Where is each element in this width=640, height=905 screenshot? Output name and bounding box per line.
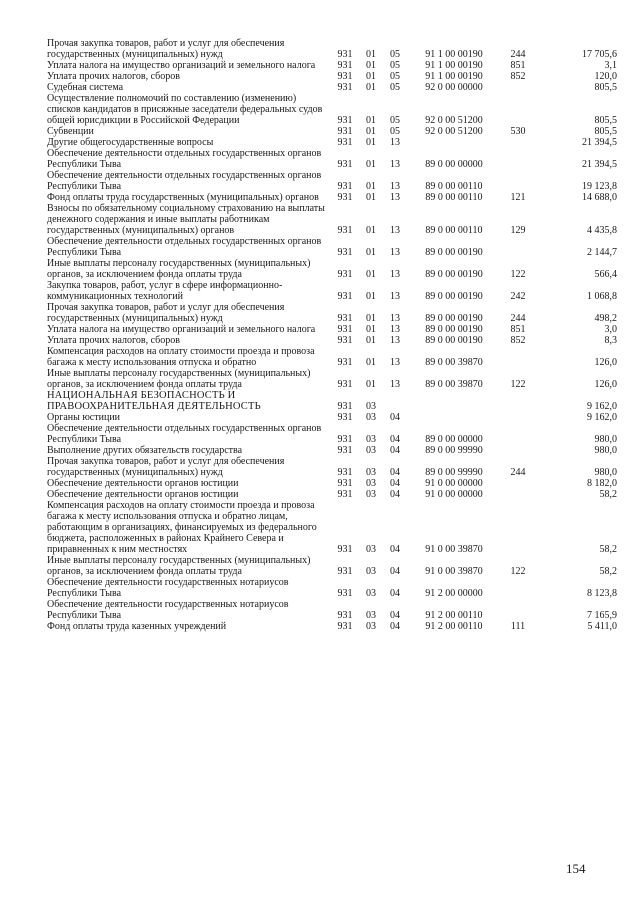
row-amount: 19 123,8 [582,181,617,192]
row-amount: 980,0 [594,434,617,445]
row-expense-type-code [500,489,536,500]
row-section-code: 01 [366,357,376,368]
row-amount: 21 394,5 [582,159,617,170]
row-expense-type-code [500,412,536,423]
row-name: Прочая закупка товаров, работ и услуг для обеспечения государственных (муниципальных) нужд [47,456,285,478]
row-grbs-code: 931 [337,544,353,555]
row-name: Обеспечение деятельности органов юстиции [47,478,239,489]
row-subsection-code [382,390,408,412]
table-row [47,500,617,555]
row-expense-type-code: 244 [510,467,526,478]
row-name: Уплата налога на имущество организаций и земельного налога [47,60,316,71]
row-name: Обеспечение деятельности отдельных государственных органов Республики Тыва [47,236,322,258]
row-name: Уплата прочих налогов, сборов [47,335,180,346]
row-subsection-code: 13 [390,335,400,346]
row-target-article-code: 89 0 00 00190 [425,313,483,324]
row-amount: 1 068,8 [587,291,617,302]
row-subsection-code: 05 [390,71,400,82]
row-grbs-code: 931 [337,71,353,82]
row-target-article-code: 92 0 00 51200 [425,115,483,126]
row-subsection-code: 04 [390,566,400,577]
table-row [47,258,617,280]
row-subsection-code: 04 [390,478,400,489]
row-target-article-code: 89 0 00 00000 [425,159,483,170]
table-row [47,60,617,71]
row-name: Иные выплаты персоналу государственных (муниципальных) органов, за исключением фонда оплаты труда [47,368,311,390]
row-section-code: 01 [366,115,376,126]
row-expense-type-code: 244 [510,313,526,324]
row-section-code: 03 [366,467,376,478]
row-name: Судебная система [47,82,124,93]
row-subsection-code: 13 [390,324,400,335]
row-expense-type-code [500,599,536,621]
row-subsection-code: 05 [390,126,400,137]
row-expense-type-code: 852 [510,71,526,82]
row-name: Прочая закупка товаров, работ и услуг для обеспечения государственных (муниципальных) нужд [47,302,285,324]
table-row [47,445,617,456]
row-expense-type-code: 122 [510,269,526,280]
row-expense-type-code [500,82,536,93]
row-grbs-code: 931 [337,291,353,302]
row-name: Обеспечение деятельности государственных нотариусов Республики Тыва [47,577,289,599]
row-section-code: 01 [366,192,376,203]
table-row [47,423,617,445]
row-grbs-code: 931 [337,126,353,137]
row-amount: 58,2 [599,566,617,577]
row-section-code: 01 [366,181,376,192]
row-target-article-code: 92 0 00 51200 [425,126,483,137]
row-amount: 8 123,8 [587,588,617,599]
row-subsection-code: 04 [390,544,400,555]
row-expense-type-code: 530 [510,126,526,137]
row-section-code: 03 [366,621,376,632]
row-expense-type-code [500,170,536,192]
row-amount: 3,1 [604,60,617,71]
row-expense-type-code: 852 [510,335,526,346]
table-row [47,346,617,368]
table-row [47,126,617,137]
row-target-article-code: 91 0 00 39870 [425,566,483,577]
row-subsection-code: 04 [390,610,400,621]
row-grbs-code: 931 [337,412,353,423]
row-target-article-code: 89 0 00 00190 [425,291,483,302]
row-grbs-code: 931 [337,159,353,170]
row-grbs-code: 931 [337,357,353,368]
row-expense-type-code [500,148,536,170]
row-amount: 17 705,6 [582,49,617,60]
table-row [47,489,617,500]
table-row [47,478,617,489]
row-subsection-code: 05 [390,60,400,71]
row-subsection-code: 13 [390,137,400,148]
row-section-code: 01 [366,82,376,93]
row-grbs-code: 931 [337,313,353,324]
row-name: Обеспечение деятельности отдельных государственных органов Республики Тыва [47,148,322,170]
row-amount: 980,0 [594,445,617,456]
table-row [47,71,617,82]
row-subsection-code: 13 [390,379,400,390]
row-expense-type-code: 122 [510,379,526,390]
row-subsection-code: 13 [390,357,400,368]
row-expense-type-code [500,445,536,456]
row-section-code: 01 [366,225,376,236]
row-section-code: 03 [366,445,376,456]
row-name: Другие общегосударственные вопросы [47,137,214,148]
row-section-code: 03 [366,401,376,412]
row-target-article-code: 91 2 00 00110 [425,621,483,632]
row-expense-type-code [500,93,536,126]
row-grbs-code: 931 [337,489,353,500]
row-target-article-code: 89 0 00 00110 [425,192,483,203]
table-row [47,192,617,203]
row-subsection-code: 13 [390,269,400,280]
table-row [47,203,617,236]
row-name: Обеспечение деятельности органов юстиции [47,489,239,500]
row-amount: 126,0 [594,379,617,390]
row-expense-type-code: 851 [510,60,526,71]
row-target-article-code: 89 0 00 00190 [425,247,483,258]
row-section-code: 01 [366,247,376,258]
row-name: Органы юстиции [47,412,121,423]
row-target-article-code: 91 1 00 00190 [425,49,483,60]
table-row [47,390,617,412]
row-name: Обеспечение деятельности отдельных государственных органов Республики Тыва [47,170,322,192]
row-target-article-code: 91 2 00 00000 [425,588,483,599]
row-target-article-code: 89 0 00 00110 [425,181,483,192]
row-expense-type-code [500,390,536,412]
row-subsection-code: 04 [390,588,400,599]
row-amount: 21 394,5 [582,137,617,148]
row-subsection-code: 04 [390,467,400,478]
row-target-article-code: 92 0 00 00000 [425,82,483,93]
row-name: Прочая закупка товаров, работ и услуг для обеспечения государственных (муниципальных) нужд [47,38,285,60]
row-target-article-code: 91 1 00 00190 [425,71,483,82]
row-target-article-code: 89 0 00 99990 [425,467,483,478]
table-row [47,236,617,258]
row-section-code: 01 [366,335,376,346]
row-section-code: 01 [366,291,376,302]
table-row [47,621,617,632]
row-target-article-code: 89 0 00 00190 [425,335,483,346]
row-target-article-code: 89 0 00 00190 [425,269,483,280]
row-subsection-code: 13 [390,192,400,203]
row-section-code: 03 [366,478,376,489]
row-target-article-code: 91 2 00 00110 [425,610,483,621]
row-expense-type-code [500,478,536,489]
table-row [47,302,617,324]
row-section-code: 01 [366,60,376,71]
row-amount: 58,2 [599,544,617,555]
row-grbs-code: 931 [337,247,353,258]
row-amount: 126,0 [594,357,617,368]
row-target-article-code: 89 0 00 00110 [425,225,483,236]
row-subsection-code: 13 [390,225,400,236]
row-grbs-code: 931 [337,401,353,412]
row-target-article-code: 91 0 00 39870 [425,544,483,555]
row-subsection-code: 05 [390,49,400,60]
row-expense-type-code [500,500,536,555]
row-target-article-code: 91 0 00 00000 [425,489,483,500]
row-grbs-code: 931 [337,445,353,456]
row-amount: 566,4 [594,269,617,280]
row-grbs-code: 931 [337,610,353,621]
row-name: Обеспечение деятельности отдельных государственных органов Республики Тыва [47,423,322,445]
table-row [47,368,617,390]
row-section-code: 01 [366,313,376,324]
row-amount: 805,5 [594,126,617,137]
row-section-code: 01 [366,137,376,148]
row-section-code: 03 [366,544,376,555]
table-row [47,38,617,60]
row-target-article-code: 89 0 00 99990 [425,445,483,456]
row-section-code: 01 [366,71,376,82]
row-name: Субвенции [47,126,94,137]
row-section-code: 01 [366,49,376,60]
row-grbs-code: 931 [337,192,353,203]
row-amount: 4 435,8 [587,225,617,236]
table-row [47,577,617,599]
row-name: Осуществление полномочий по составлению (изменению) списков кандидатов в присяжные заседатели федеральных судов общей юрисдикции в Российской Федерации [47,93,323,126]
row-name: Иные выплаты персоналу государственных (муниципальных) органов, за исключением фонда оплаты труда [47,258,311,280]
table-row [47,324,617,335]
row-grbs-code: 931 [337,137,353,148]
row-grbs-code: 931 [337,379,353,390]
table-row [47,335,617,346]
row-subsection-code: 13 [390,291,400,302]
row-section-code: 03 [366,566,376,577]
table-row [47,456,617,478]
row-target-article-code: 89 0 00 39870 [425,379,483,390]
row-grbs-code: 931 [337,181,353,192]
table-row [47,93,617,126]
row-name: Выполнение других обязательств государства [47,445,243,456]
row-amount: 498,2 [594,313,617,324]
row-target-article-code [408,137,500,148]
row-section-code: 01 [366,269,376,280]
row-target-article-code: 91 1 00 00190 [425,60,483,71]
row-expense-type-code [500,577,536,599]
row-section-code: 03 [366,412,376,423]
row-amount: 2 144,7 [587,247,617,258]
row-target-article-code [408,412,500,423]
table-row [47,82,617,93]
row-grbs-code: 931 [337,434,353,445]
row-grbs-code: 931 [337,335,353,346]
row-grbs-code: 931 [337,115,353,126]
row-grbs-code: 931 [337,588,353,599]
row-name: Фонд оплаты труда государственных (муниципальных) органов [47,192,319,203]
row-amount: 805,5 [594,82,617,93]
row-subsection-code: 04 [390,412,400,423]
row-subsection-code: 04 [390,489,400,500]
row-subsection-code: 13 [390,181,400,192]
row-grbs-code: 931 [337,324,353,335]
row-expense-type-code: 851 [510,324,526,335]
row-section-code: 03 [366,588,376,599]
row-target-article-code: 89 0 00 00190 [425,324,483,335]
table-row [47,412,617,423]
row-grbs-code: 931 [337,566,353,577]
row-expense-type-code: 111 [510,621,526,632]
row-subsection-code: 05 [390,115,400,126]
row-name: Взносы по обязательному социальному страхованию на выплаты денежного содержания и иные выплаты работникам государственных (муниципальных) органов [47,203,325,236]
row-amount: 9 162,0 [587,412,617,423]
row-grbs-code: 931 [337,60,353,71]
row-section-code: 01 [366,159,376,170]
row-expense-type-code: 129 [510,225,526,236]
row-target-article-code: 91 0 00 00000 [425,478,483,489]
budget-table-body [47,38,617,632]
table-row [47,555,617,577]
row-subsection-code: 04 [390,434,400,445]
row-grbs-code: 931 [337,49,353,60]
row-name: Компенсация расходов на оплату стоимости проезда и провоза багажа к месту использования отпуска и обратно [47,346,315,368]
row-grbs-code: 931 [337,82,353,93]
row-name: Уплата прочих налогов, сборов [47,71,180,82]
row-expense-type-code: 121 [510,192,526,203]
row-expense-type-code [500,137,536,148]
row-target-article-code: 89 0 00 39870 [425,357,483,368]
row-target-article-code: 89 0 00 00000 [425,434,483,445]
row-name: Компенсация расходов на оплату стоимости проезда и провоза багажа к месту использования отпуска и обратно лицам, работающим в организациях, финансируемых из федерального бюджета, расположенных в районах Крайнего Севера и приравненных к ним местностях [47,500,317,555]
row-name: Иные выплаты персоналу государственных (муниципальных) органов, за исключением фонда оплаты труда [47,555,311,577]
row-section-code: 01 [366,379,376,390]
row-name: НАЦИОНАЛЬНАЯ БЕЗОПАСНОСТЬ И ПРАВООХРАНИТЕЛЬНАЯ ДЕЯТЕЛЬНОСТЬ [47,390,261,412]
table-row [47,137,617,148]
row-subsection-code: 13 [390,247,400,258]
row-subsection-code: 13 [390,159,400,170]
row-amount: 8,3 [604,335,617,346]
row-amount: 120,0 [594,71,617,82]
page-number: 154 [566,861,586,876]
row-section-code: 01 [366,324,376,335]
row-grbs-code: 931 [337,269,353,280]
row-name: Уплата налога на имущество организаций и земельного налога [47,324,316,335]
row-section-code: 03 [366,434,376,445]
row-expense-type-code: 244 [510,49,526,60]
row-amount: 805,5 [594,115,617,126]
row-expense-type-code: 242 [510,291,526,302]
budget-table [47,38,617,632]
row-amount: 8 182,0 [587,478,617,489]
row-grbs-code: 931 [337,467,353,478]
row-amount: 14 688,0 [582,192,617,203]
row-subsection-code: 04 [390,621,400,632]
row-grbs-code: 931 [337,478,353,489]
row-amount: 5 411,0 [587,621,617,632]
row-subsection-code: 13 [390,313,400,324]
row-expense-type-code [500,236,536,258]
row-expense-type-code [500,346,536,368]
row-amount: 58,2 [599,489,617,500]
row-grbs-code: 931 [337,621,353,632]
row-expense-type-code [500,423,536,445]
row-section-code: 01 [366,126,376,137]
table-row [47,280,617,302]
row-amount: 3,0 [604,324,617,335]
row-section-code: 03 [366,610,376,621]
row-amount: 980,0 [594,467,617,478]
row-grbs-code: 931 [337,225,353,236]
row-target-article-code [408,390,500,412]
row-name: Фонд оплаты труда казенных учреждений [47,621,227,632]
row-expense-type-code: 122 [510,566,526,577]
table-row [47,148,617,170]
row-subsection-code: 05 [390,82,400,93]
table-row [47,170,617,192]
row-name: Закупка товаров, работ, услуг в сфере информационно-коммуникационных технологий [47,280,283,302]
row-subsection-code: 04 [390,445,400,456]
row-name: Обеспечение деятельности государственных нотариусов Республики Тыва [47,599,289,621]
table-row [47,599,617,621]
row-amount: 9 162,0 [587,401,617,412]
row-amount: 7 165,9 [587,610,617,621]
row-section-code: 03 [366,489,376,500]
